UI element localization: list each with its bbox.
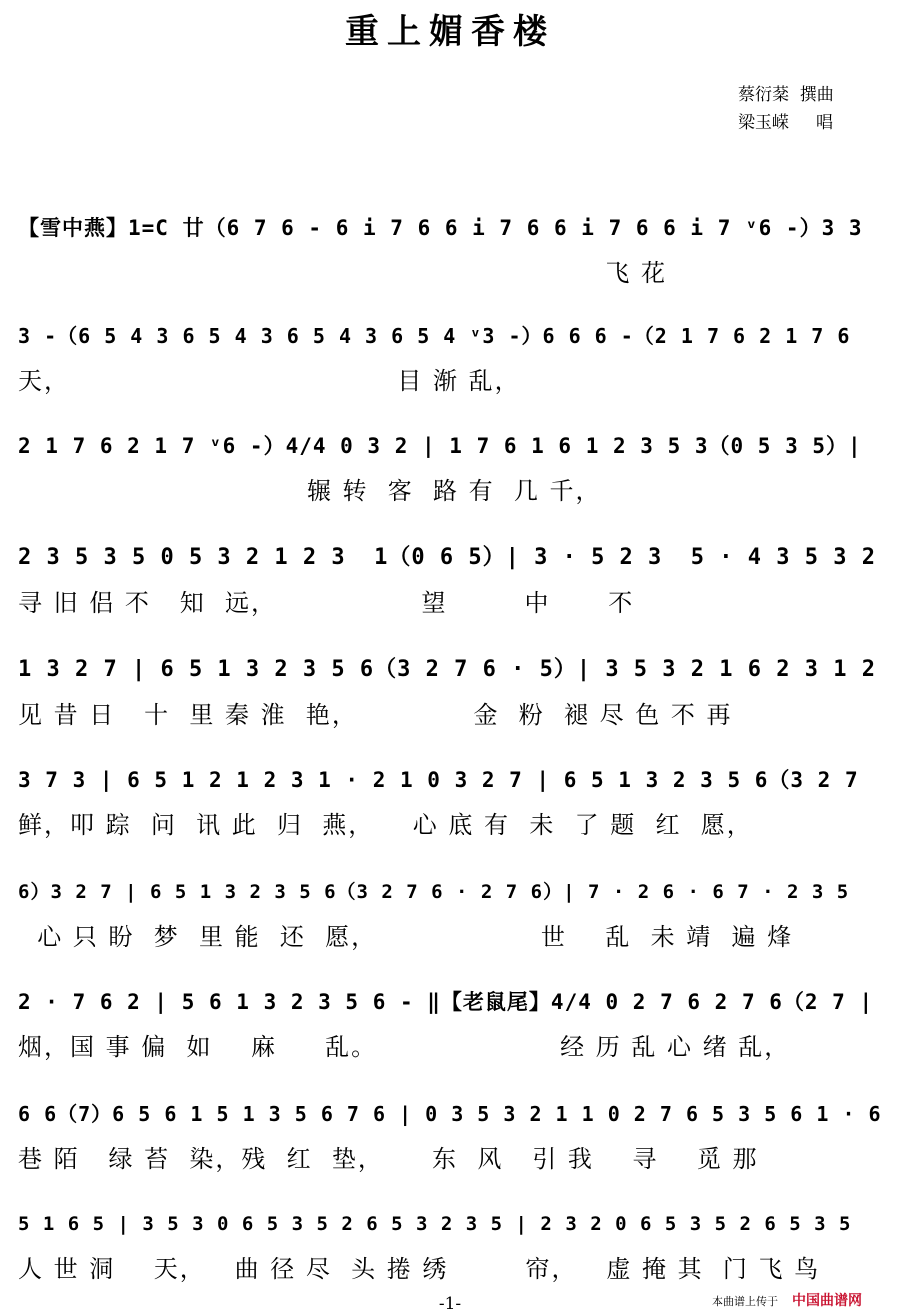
singer-credit: 梁玉嵘 唱 (738, 113, 834, 133)
lyrics-line: 天， 目 渐 乱， (18, 367, 521, 395)
notation-line: 2 3 5 3 5 0 5 3 2 1 2 3 1（0 6 5）| 3 · 5 2 3 5 · 4 3 5 3 2 (18, 545, 876, 570)
score-system-10 (0, 1210, 900, 1290)
notation-line: 2 · 7 6 2 | 5 6 1 3 2 3 5 6 - ‖【老鼠尾】4/4 0 2 7 6 2 7 6（2 7 | (18, 990, 874, 1014)
notation-line: 6 6（7）6 5 6 1 5 1 3 5 6 7 6 | 0 3 5 3 2 1 1 0 2 7 6 5 3 5 6 1 · 6 (18, 1102, 882, 1126)
score-system-1 (0, 214, 900, 294)
composer-credit: 蔡衍棻 撰曲 (738, 85, 834, 105)
upload-note: 本曲谱上传于 (712, 1295, 778, 1308)
score-system-6 (0, 766, 900, 846)
page-number: -1- (438, 1294, 462, 1314)
score-system-3 (0, 432, 900, 512)
lyrics-line: 寻 旧 侣 不 知 远， 望 中 不 (18, 589, 635, 617)
lyrics-line: 见 昔 日 十 里 秦 淮 艳， 金 粉 褪 尽 色 不 再 (18, 701, 733, 729)
score-system-2 (0, 322, 900, 402)
score-system-8 (0, 988, 900, 1068)
notation-line: 3 7 3 | 6 5 1 2 1 2 3 1 · 2 1 0 3 2 7 | 6 5 1 3 2 3 5 6（3 2 7 (18, 768, 859, 792)
notation-line: 2 1 7 6 2 1 7 ᵛ6 -）4/4 0 3 2 | 1 7 6 1 6 1 2 3 5 3（0 5 3 5）| (18, 434, 862, 458)
notation-line: 【雪中燕】1=C 廿（6 7 6 - 6 i 7 6 6 i 7 6 6 i 7 6 6 i 7 ᵛ6 -）3 3 (18, 216, 863, 240)
notation-line: 6）3 2 7 | 6 5 1 3 2 3 5 6（3 2 7 6 · 2 7 6）| 7 · 2 6 · 6 7 · 2 3 5 (18, 881, 850, 903)
score-system-5 (0, 656, 900, 736)
score-system-7 (0, 878, 900, 958)
site-logo: 中国曲谱网 (792, 1293, 862, 1309)
lyrics-line: 烟，国 事 偏 如 麻 乱。 经 历 乱 心 绪 乱， (18, 1033, 791, 1061)
score-system-4 (0, 544, 900, 624)
lyrics-line: 辗 转 客 路 有 几 千， (18, 477, 602, 505)
lyrics-line: 鲜，叩 踪 问 讯 此 归 燕， 心 底 有 未 了 题 红 愿， (18, 811, 753, 839)
lyrics-line: 人 世 洞 天， 曲 径 尽 头 捲 绣 帘， 虚 掩 其 门 飞 鸟 (18, 1255, 821, 1283)
notation-line: 5 1 6 5 | 3 5 3 0 6 5 3 5 2 6 5 3 2 3 5 | 2 3 2 0 6 5 3 5 2 6 5 3 5 (18, 1213, 852, 1235)
notation-line: 3 -（6 5 4 3 6 5 4 3 6 5 4 3 6 5 4 ᵛ3 -）6 6 6 -（2 1 7 6 2 1 7 6 (18, 324, 851, 348)
lyrics-line: 巷 陌 绿 苔 染，残 红 垫， 东 风 引 我 寻 觅 那 (18, 1145, 759, 1173)
score-system-9 (0, 1100, 900, 1180)
score-title: 重上媚香楼 (345, 12, 555, 52)
notation-line: 1 3 2 7 | 6 5 1 3 2 3 5 6（3 2 7 6 · 5）| 3 5 3 2 1 6 2 3 1 2 (18, 657, 876, 682)
lyrics-line: 飞 花 (18, 259, 667, 287)
lyrics-line: 心 只 盼 梦 里 能 还 愿， 世 乱 未 靖 遍 烽 (18, 923, 794, 951)
